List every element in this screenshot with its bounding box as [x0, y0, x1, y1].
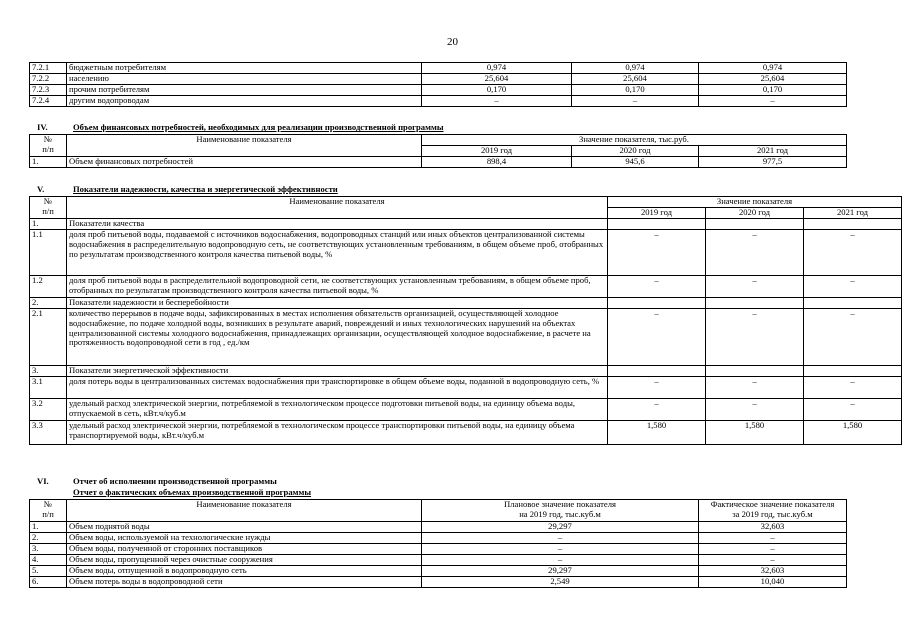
row-name: другим водопроводам	[67, 96, 422, 107]
row-value: 0,170	[422, 85, 572, 96]
row-number: 2.	[30, 533, 67, 544]
header-year-2020: 2020 год	[706, 208, 804, 219]
row-name: удельный расход электрической энергии, потребляемой в технологическом процессе транспортировки питьевой воды, на единицу объема транспортируемой воды, кВт.ч/куб.м	[67, 421, 608, 445]
row-name: Объем воды, используемой на технологические нужды	[67, 533, 422, 544]
group-title: Показатели энергетической эффективности	[67, 366, 608, 377]
row-value: 0,974	[699, 63, 847, 74]
row-value: –	[699, 96, 847, 107]
row-name: Объем воды, отпущенной в водопроводную сеть	[67, 566, 422, 577]
header-name: Наименование показателя	[67, 197, 608, 219]
section-iv-heading: IV. Объем финансовых потребностей, необходимых для реализации производственной программы	[37, 122, 444, 132]
header-year-2021: 2021 год	[699, 146, 847, 157]
row-value: 10,040	[699, 577, 847, 588]
row-value: 2,549	[422, 577, 699, 588]
row-value: 977,5	[699, 157, 847, 168]
table-row	[30, 421, 902, 445]
table-row	[30, 85, 847, 96]
group-title: Показатели качества	[67, 219, 608, 230]
empty-cell	[706, 366, 804, 377]
row-value: –	[608, 399, 706, 421]
table-row	[30, 566, 847, 577]
group-row	[30, 366, 902, 377]
empty-cell	[804, 366, 902, 377]
row-value: 32,603	[699, 566, 847, 577]
row-value: –	[422, 533, 699, 544]
table-row	[30, 157, 847, 168]
header-year-2019: 2019 год	[422, 146, 572, 157]
row-name: Объем финансовых потребностей	[67, 157, 422, 168]
row-number: 7.2.4	[30, 96, 67, 107]
table-row	[30, 533, 847, 544]
empty-cell	[608, 298, 706, 309]
table-row	[30, 96, 847, 107]
row-value: 1,580	[706, 421, 804, 445]
empty-cell	[608, 366, 706, 377]
row-number: 7.2.2	[30, 74, 67, 85]
row-number: 2.1	[30, 309, 67, 366]
table-row	[30, 377, 902, 399]
empty-cell	[608, 219, 706, 230]
row-number: 3.1	[30, 377, 67, 399]
row-value: –	[699, 533, 847, 544]
row-number: 7.2.3	[30, 85, 67, 96]
row-number: 1.2	[30, 276, 67, 298]
header-num: № п/п	[30, 500, 67, 522]
row-value: –	[804, 399, 902, 421]
table-continuation	[29, 62, 847, 107]
table-row	[30, 544, 847, 555]
row-number: 1.	[30, 219, 67, 230]
row-value: 0,974	[422, 63, 572, 74]
row-name: Объем поднятой воды	[67, 522, 422, 533]
row-value: –	[706, 276, 804, 298]
row-value: 0,170	[699, 85, 847, 96]
row-name: доля проб питьевой воды, подаваемой с источников водоснабжения, водопроводных станций или иных объектов централизованной системы водоснабжения в распределительную водопроводную сеть, не соответствующих установленным требованиям, в общем объеме проб, отобранных по результатам производственного контроля качества питьевой воды, %	[67, 230, 608, 276]
group-title: Показатели надежности и бесперебойности	[67, 298, 608, 309]
row-value: –	[706, 309, 804, 366]
row-value: 0,170	[572, 85, 699, 96]
row-name: количество перерывов в подаче воды, зафиксированных в местах исполнения обязательств организацией, осуществляющей холодное водоснабжение, по подаче холодной воды, возникших в результате аварий, повреждений и иных технологических нарушений на объектах централизованной системы холодного водоснабжения, принадлежащих организации, осуществляющей холодное водоснабжение, в расчете на протяженность водопроводной сети в год , ед./км	[67, 309, 608, 366]
table-row	[30, 522, 847, 533]
header-name: Наименование показателя	[67, 500, 422, 522]
row-value: –	[699, 555, 847, 566]
row-name: Объем потерь воды в водопроводной сети	[67, 577, 422, 588]
header-value: Значение показателя	[608, 197, 902, 208]
row-value: 1,580	[608, 421, 706, 445]
header-year-2019: 2019 год	[608, 208, 706, 219]
row-number: 6.	[30, 577, 67, 588]
header-value: Значение показателя, тыс.руб.	[422, 135, 847, 146]
header-plan: Плановое значение показателя на 2019 год, тыс.куб.м	[422, 500, 699, 522]
header-name: Наименование показателя	[67, 135, 422, 157]
section-vi-subtitle: Отчет о фактических объемах производственной программы	[73, 487, 312, 497]
row-value: 25,604	[572, 74, 699, 85]
table-financial-needs	[29, 134, 847, 168]
row-value: –	[422, 96, 572, 107]
row-value: –	[422, 544, 699, 555]
table-row	[30, 555, 847, 566]
row-value: 945,6	[572, 157, 699, 168]
empty-cell	[804, 298, 902, 309]
header-year-2021: 2021 год	[804, 208, 902, 219]
row-value: 32,603	[699, 522, 847, 533]
row-number: 5.	[30, 566, 67, 577]
row-value: –	[608, 377, 706, 399]
row-number: 3.3	[30, 421, 67, 445]
row-name: прочим потребителям	[67, 85, 422, 96]
row-value: 25,604	[422, 74, 572, 85]
row-value: –	[804, 230, 902, 276]
row-name: доля потерь воды в централизованных системах водоснабжения при транспортировке в общем объеме воды, поданной в водопроводную сеть, %	[67, 377, 608, 399]
table-row	[30, 309, 902, 366]
header-num: № п/п	[30, 197, 67, 219]
empty-cell	[804, 219, 902, 230]
row-value: 898,4	[422, 157, 572, 168]
row-name: Объем воды, полученной от сторонних поставщиков	[67, 544, 422, 555]
row-number: 7.2.1	[30, 63, 67, 74]
table-row	[30, 399, 902, 421]
row-value: 25,604	[699, 74, 847, 85]
row-number: 3.	[30, 366, 67, 377]
section-v-heading: V. Показатели надежности, качества и энергетической эффективности	[37, 184, 338, 194]
empty-cell	[706, 219, 804, 230]
row-number: 1.	[30, 522, 67, 533]
header-fact: Фактическое значение показателя за 2019 год, тыс.куб.м	[699, 500, 847, 522]
section-vi-heading: VI. Отчет об исполнении производственной программы	[37, 476, 277, 486]
row-value: –	[706, 230, 804, 276]
row-number: 3.2	[30, 399, 67, 421]
header-year-2020: 2020 год	[572, 146, 699, 157]
row-value: –	[706, 377, 804, 399]
row-name: Объем воды, пропущенной через очистные сооружения	[67, 555, 422, 566]
row-value: 0,974	[572, 63, 699, 74]
row-value: –	[572, 96, 699, 107]
row-value: –	[608, 230, 706, 276]
row-value: –	[422, 555, 699, 566]
table-reliability	[29, 196, 902, 445]
row-number: 1.1	[30, 230, 67, 276]
table-production-report	[29, 499, 847, 588]
row-value: –	[804, 309, 902, 366]
row-value: 29,297	[422, 522, 699, 533]
row-number: 2.	[30, 298, 67, 309]
row-name: населению	[67, 74, 422, 85]
row-number: 3.	[30, 544, 67, 555]
row-number: 1.	[30, 157, 67, 168]
header-num: № п/п	[30, 135, 67, 157]
table-row	[30, 74, 847, 85]
table-row	[30, 63, 847, 74]
row-value: 1,580	[804, 421, 902, 445]
group-row	[30, 298, 902, 309]
row-value: –	[608, 309, 706, 366]
table-row	[30, 230, 902, 276]
page-number: 20	[447, 36, 458, 48]
row-value: –	[804, 377, 902, 399]
row-value: –	[804, 276, 902, 298]
row-name: бюджетным потребителям	[67, 63, 422, 74]
row-name: доля проб питьевой воды в распределительной водопроводной сети, не соответствующих установленным требованиям, в общем объеме проб, отобранных по результатам производственного контроля качества питьевой воды, %	[67, 276, 608, 298]
row-name: удельный расход электрической энергии, потребляемой в технологическом процессе подготовки питьевой воды, на единицу объема воды, отпускаемой в сеть, кВт.ч/куб.м	[67, 399, 608, 421]
table-row	[30, 276, 902, 298]
row-value: –	[608, 276, 706, 298]
row-value: –	[706, 399, 804, 421]
row-value: –	[699, 544, 847, 555]
empty-cell	[706, 298, 804, 309]
row-number: 4.	[30, 555, 67, 566]
group-row	[30, 219, 902, 230]
row-value: 29,297	[422, 566, 699, 577]
table-row	[30, 577, 847, 588]
